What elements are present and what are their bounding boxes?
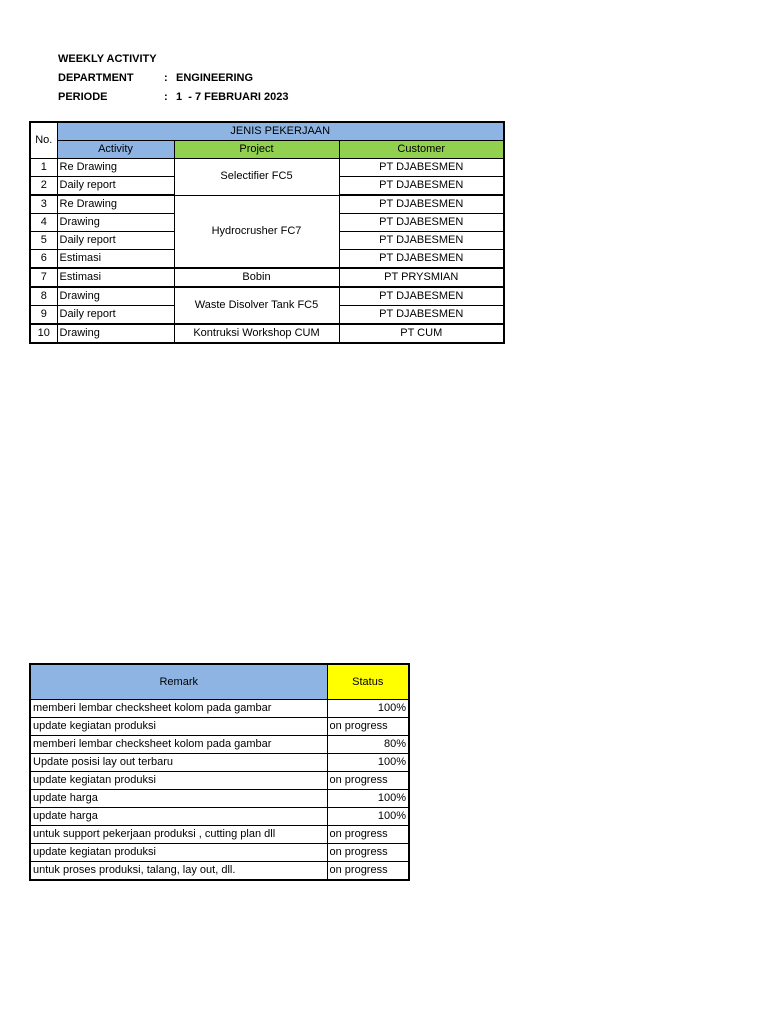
remark-cell: update kegiatan produksi [30, 718, 327, 736]
activity-cell: Drawing [57, 214, 174, 232]
table-row [30, 268, 504, 287]
project-cell: Hydrocrusher FC7 [174, 195, 339, 268]
remark-cell: update kegiatan produksi [30, 844, 327, 862]
row-number: 6 [30, 250, 57, 269]
customer-cell: PT CUM [339, 324, 504, 343]
table-row [30, 195, 504, 214]
status-cell: on progress [327, 844, 409, 862]
activity-cell: Drawing [57, 287, 174, 306]
period-separator: : [164, 91, 168, 103]
group-header: JENIS PEKERJAAN [57, 122, 504, 141]
status-cell: on progress [327, 862, 409, 881]
table-row [30, 287, 504, 306]
remark-row [30, 700, 409, 718]
remark-row [30, 808, 409, 826]
customer-cell: PT DJABESMEN [339, 177, 504, 196]
project-header: Project [174, 141, 339, 159]
period-label: PERIODE [58, 91, 108, 103]
remark-cell: memberi lembar checksheet kolom pada gambar [30, 700, 327, 718]
activity-cell: Estimasi [57, 268, 174, 287]
status-cell: 100% [327, 754, 409, 772]
remark-header: Remark [30, 664, 327, 700]
project-cell: Waste Disolver Tank FC5 [174, 287, 339, 324]
customer-cell: PT DJABESMEN [339, 159, 504, 177]
report-title-row [58, 50, 288, 69]
period-value: 1 - 7 FEBRUARI 2023 [176, 91, 289, 103]
activity-table [29, 121, 505, 344]
activity-cell: Re Drawing [57, 159, 174, 177]
remark-row [30, 844, 409, 862]
remark-row [30, 790, 409, 808]
activity-cell: Daily report [57, 232, 174, 250]
status-cell: 100% [327, 700, 409, 718]
remark-row [30, 862, 409, 881]
customer-header: Customer [339, 141, 504, 159]
row-number: 3 [30, 195, 57, 214]
activity-cell: Drawing [57, 324, 174, 343]
row-number: 9 [30, 306, 57, 325]
status-cell: 100% [327, 808, 409, 826]
department-label: DEPARTMENT [58, 72, 134, 84]
remark-cell: update harga [30, 808, 327, 826]
remark-table [29, 663, 410, 881]
report-header [58, 50, 288, 107]
table-row [30, 159, 504, 177]
table-row [30, 324, 504, 343]
remark-row [30, 826, 409, 844]
remark-row [30, 736, 409, 754]
customer-cell: PT DJABESMEN [339, 214, 504, 232]
project-cell: Selectifier FC5 [174, 159, 339, 196]
row-number: 10 [30, 324, 57, 343]
remark-header-row [30, 664, 409, 700]
table-column-header-row [30, 141, 504, 159]
customer-cell: PT DJABESMEN [339, 195, 504, 214]
row-number: 1 [30, 159, 57, 177]
department-separator: : [164, 72, 168, 84]
status-cell: 100% [327, 790, 409, 808]
remark-row [30, 754, 409, 772]
status-header: Status [327, 664, 409, 700]
activity-cell: Estimasi [57, 250, 174, 269]
department-row [58, 69, 288, 88]
remark-cell: Update posisi lay out terbaru [30, 754, 327, 772]
row-number: 4 [30, 214, 57, 232]
no-header: No. [30, 122, 57, 159]
row-number: 2 [30, 177, 57, 196]
remark-row [30, 772, 409, 790]
remark-cell: update kegiatan produksi [30, 772, 327, 790]
status-cell: on progress [327, 826, 409, 844]
status-cell: on progress [327, 772, 409, 790]
status-cell: 80% [327, 736, 409, 754]
remark-cell: update harga [30, 790, 327, 808]
status-cell: on progress [327, 718, 409, 736]
project-cell: Kontruksi Workshop CUM [174, 324, 339, 343]
row-number: 7 [30, 268, 57, 287]
activity-header: Activity [57, 141, 174, 159]
remark-cell: memberi lembar checksheet kolom pada gambar [30, 736, 327, 754]
customer-cell: PT PRYSMIAN [339, 268, 504, 287]
row-number: 8 [30, 287, 57, 306]
remark-cell: untuk proses produksi, talang, lay out, dll. [30, 862, 327, 881]
customer-cell: PT DJABESMEN [339, 250, 504, 269]
project-cell: Bobin [174, 268, 339, 287]
report-title: WEEKLY ACTIVITY [58, 53, 157, 65]
activity-cell: Daily report [57, 177, 174, 196]
activity-cell: Re Drawing [57, 195, 174, 214]
department-value: ENGINEERING [176, 72, 254, 84]
table-group-header-row [30, 122, 504, 141]
customer-cell: PT DJABESMEN [339, 306, 504, 325]
activity-cell: Daily report [57, 306, 174, 325]
row-number: 5 [30, 232, 57, 250]
customer-cell: PT DJABESMEN [339, 232, 504, 250]
period-row [58, 88, 288, 107]
remark-row [30, 718, 409, 736]
remark-cell: untuk support pekerjaan produksi , cutting plan dll [30, 826, 327, 844]
customer-cell: PT DJABESMEN [339, 287, 504, 306]
